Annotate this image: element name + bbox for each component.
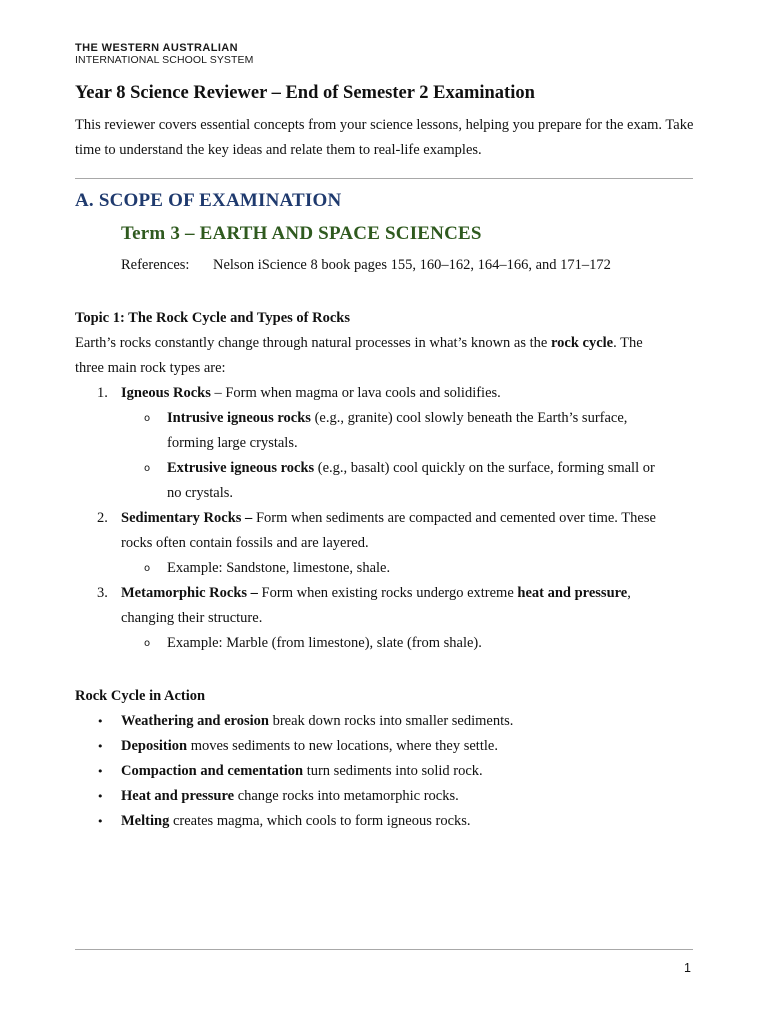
sub-item-text: (e.g., basalt) cool quickly on the surface, forming small or (314, 460, 655, 476)
sub-item-bold: Intrusive igneous rocks (167, 410, 311, 426)
sub-item-text-2: no crystals. (167, 485, 234, 501)
list-item (121, 809, 696, 834)
sub-item-text: (e.g., granite) cool slowly beneath the Earth’s surface, (310, 410, 628, 426)
page-number: 1 (684, 961, 691, 975)
sub-list-item: Example: Marble (from limestone), slate (from shale). (167, 635, 482, 651)
rock-type-desc: – Form when magma or lava cools and solidifies. (210, 385, 501, 401)
sub-list-item: Example: Sandstone, limestone, shale. (167, 560, 391, 576)
process-name: Heat and pressure (121, 788, 235, 804)
topic-intro-bold: rock cycle (550, 335, 614, 351)
sub-item-text-2: forming large crystals. (167, 435, 298, 451)
rock-type-desc-end: , (627, 585, 631, 601)
sub-bullet: o (144, 463, 151, 474)
process-desc: change rocks into metamorphic rocks. (234, 788, 459, 804)
references-value: Nelson iScience 8 book pages 155, 160–162, 164–166, and 171–172 (213, 257, 611, 273)
list-item (121, 709, 696, 734)
process-desc: creates magma, which cools to form igneous rocks. (169, 813, 471, 829)
document-title: Year 8 Science Reviewer – End of Semester 2 Examination (75, 83, 535, 103)
references-label: References: (121, 257, 190, 273)
rock-type-name: Igneous Rocks (121, 385, 211, 401)
sub-bullet: o (144, 413, 151, 424)
topic-intro-text-end: . The (613, 335, 643, 351)
rock-type-name: Sedimentary Rocks – (121, 510, 253, 526)
list-item (121, 506, 696, 556)
list-item (121, 581, 696, 631)
rock-type-name: Metamorphic Rocks – (121, 585, 258, 601)
rock-type-desc: Form when sediments are compacted and cemented over time. These (252, 510, 656, 526)
references (121, 257, 611, 274)
intro-paragraph: This reviewer covers essential concepts from your science lessons, helping you prepare for the exam. Take time to understand the key ideas and relate them to real-life examples. (75, 117, 694, 158)
list-number: 1. (97, 385, 108, 401)
process-name: Compaction and cementation (121, 763, 304, 779)
rock-type-desc-2: changing their structure. (121, 610, 263, 626)
topic-intro-line-2: three main rock types are: (75, 360, 226, 376)
process-desc: moves sediments to new locations, where they settle. (187, 738, 498, 754)
logo-line-1: THE WESTERN AUSTRALIAN (75, 42, 238, 54)
list-item (121, 759, 696, 784)
section-a-title: A. SCOPE OF EXAMINATION (75, 190, 342, 211)
sub-bullet: o (144, 638, 151, 649)
list-number: 3. (97, 585, 108, 601)
bullet: • (97, 740, 104, 753)
bullet: • (97, 815, 104, 828)
rock-type-emphasis: heat and pressure (517, 585, 628, 601)
list-item (121, 784, 696, 809)
footer-divider (75, 949, 693, 950)
top-divider (75, 178, 693, 179)
topic-1-title: Topic 1: The Rock Cycle and Types of Rocks (75, 310, 350, 326)
list-item (121, 734, 696, 759)
rock-type-desc-2: rocks often contain fossils and are layered. (121, 535, 369, 551)
rock-type-desc: Form when existing rocks undergo extreme (257, 585, 518, 601)
process-name: Deposition (121, 738, 188, 754)
school-logo (75, 42, 254, 66)
list-number: 2. (97, 510, 108, 526)
rock-cycle-title: Rock Cycle in Action (75, 688, 206, 704)
sub-item-bold: Extrusive igneous rocks (167, 460, 315, 476)
process-name: Weathering and erosion (121, 713, 269, 729)
process-desc: turn sediments into solid rock. (303, 763, 483, 779)
sub-list-item (167, 406, 692, 456)
sub-list-item (167, 456, 692, 506)
process-desc: break down rocks into smaller sediments. (268, 713, 514, 729)
bullet: • (97, 715, 104, 728)
topic-1-intro (75, 331, 705, 381)
list-item (121, 381, 696, 406)
logo-line-2: INTERNATIONAL SCHOOL SYSTEM (75, 54, 254, 66)
process-name: Melting (121, 813, 170, 829)
term-title: Term 3 – EARTH AND SPACE SCIENCES (121, 223, 482, 244)
topic-intro-text: Earth’s rocks constantly change through natural processes in what’s known as the (75, 335, 551, 351)
sub-bullet: o (144, 563, 151, 574)
bullet: • (97, 765, 104, 778)
bullet: • (97, 790, 104, 803)
